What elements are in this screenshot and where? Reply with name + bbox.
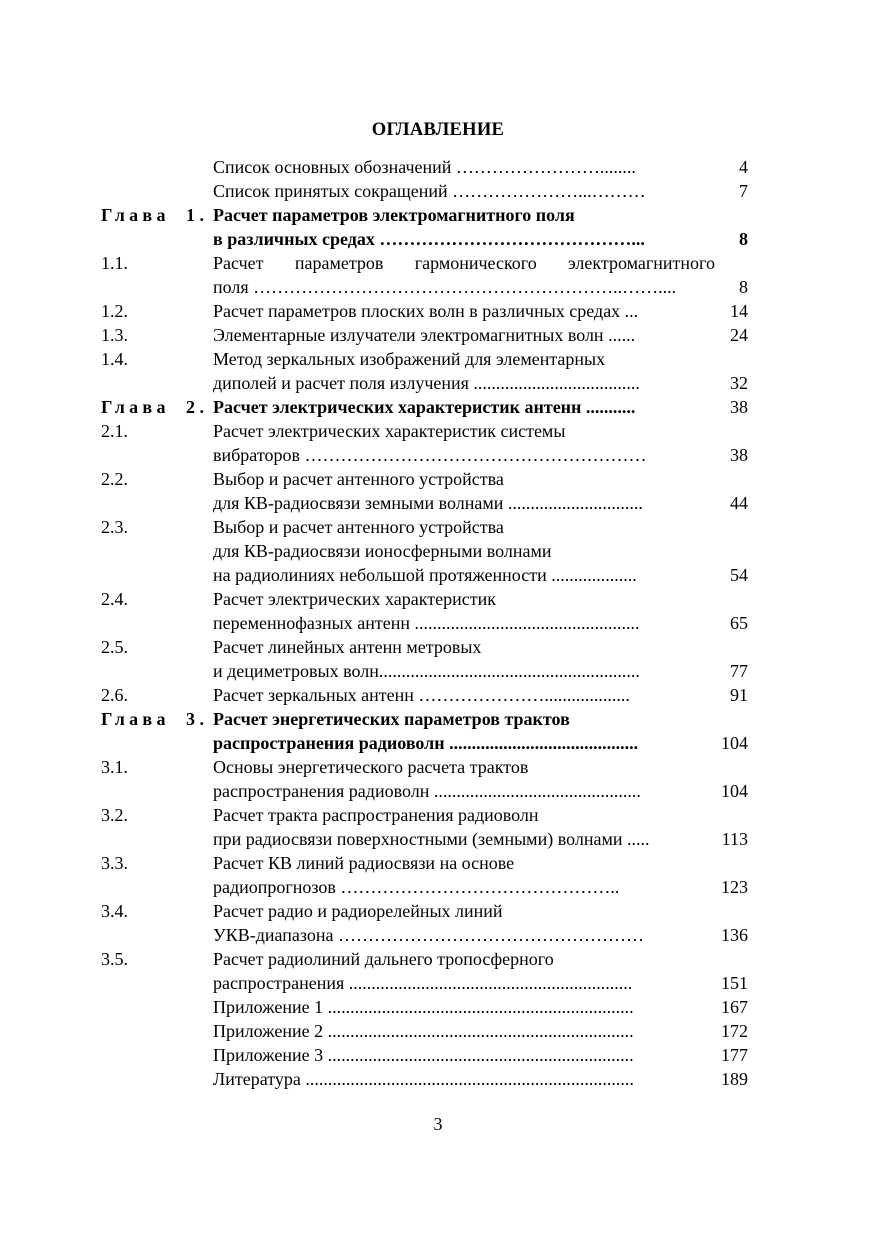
entry-page: 32: [730, 373, 748, 393]
toc-entry[interactable]: [0, 323, 876, 347]
entry-page: 177: [721, 1045, 748, 1065]
entry-text: распространения ...............................................................: [213, 973, 633, 993]
entry-number: 2.3.: [101, 517, 128, 537]
page-number: 3: [433, 1114, 443, 1134]
chapter-label: Глава: [101, 397, 170, 417]
entry-text: для КВ-радиосвязи земными волнами ..............................: [213, 493, 643, 513]
entry-page: 8: [739, 277, 748, 297]
toc-entry[interactable]: [0, 275, 876, 299]
entry-word: параметров: [294, 253, 384, 273]
entry-text-justified: [213, 251, 715, 275]
entry-number: 2.2.: [101, 469, 128, 489]
toc-entry[interactable]: [0, 779, 876, 803]
toc-chapter[interactable]: [0, 203, 876, 227]
entry-number: 1.3.: [101, 325, 128, 345]
entry-text: Метод зеркальных изображений для элементарных: [213, 349, 606, 369]
toc-entry[interactable]: [0, 371, 876, 395]
entry-text: Список основных обозначений ……………………........: [213, 157, 636, 177]
toc-entry[interactable]: [0, 803, 876, 827]
entry-word: Расчет: [213, 253, 264, 273]
chapter-number: 1 .: [186, 205, 204, 225]
entry-text: на радиолиниях небольшой протяженности ...................: [213, 565, 637, 585]
entry-text: Выбор и расчет антенного устройства: [213, 469, 504, 489]
toc-entry[interactable]: [0, 995, 876, 1019]
toc-entry[interactable]: [0, 443, 876, 467]
toc-chapter[interactable]: [0, 707, 876, 731]
entry-page: 38: [730, 445, 748, 465]
entry-page: 104: [721, 781, 748, 801]
toc-title: ОГЛАВЛЕНИЕ: [371, 120, 505, 140]
toc-entry[interactable]: [0, 179, 876, 203]
entry-page: 123: [721, 877, 748, 897]
toc-entry[interactable]: [0, 299, 876, 323]
entry-number: 1.1.: [101, 253, 128, 273]
toc-entry[interactable]: [0, 923, 876, 947]
toc-entry[interactable]: [0, 1067, 876, 1091]
entry-number: 3.3.: [101, 853, 128, 873]
toc-entry[interactable]: [0, 971, 876, 995]
toc-entry[interactable]: [0, 683, 876, 707]
toc-entry[interactable]: [0, 563, 876, 587]
entry-page: 104: [721, 733, 748, 753]
entry-text: Литература .........................................................................: [213, 1069, 634, 1089]
chapter-title: Расчет энергетических параметров трактов: [213, 709, 570, 729]
entry-text: радиопрогнозов ………………………………………..: [213, 877, 620, 897]
entry-text: распространения радиоволн ..............................................: [213, 781, 641, 801]
toc-entry[interactable]: [0, 659, 876, 683]
toc-entry[interactable]: [0, 491, 876, 515]
toc-chapter-cont[interactable]: [0, 731, 876, 755]
toc-entry[interactable]: [0, 851, 876, 875]
entry-number: 3.2.: [101, 805, 128, 825]
toc-entry[interactable]: [0, 635, 876, 659]
entry-text: переменнофазных антенн ..................................................: [213, 613, 640, 633]
toc-entry[interactable]: [0, 1043, 876, 1067]
entry-text: Расчет радио и радиорелейных линий: [213, 901, 503, 921]
toc-entry[interactable]: [0, 875, 876, 899]
entry-text: для КВ-радиосвязи ионосферными волнами: [213, 541, 552, 561]
toc-entry[interactable]: [0, 539, 876, 563]
entry-page: 44: [730, 493, 748, 513]
entry-page: 38: [730, 397, 748, 417]
toc-entry[interactable]: [0, 347, 876, 371]
entry-text: Расчет электрических характеристик: [213, 589, 496, 609]
entry-text: и дециметровых волн..........................................................: [213, 661, 640, 681]
entry-text: Приложение 1 ....................................................................: [213, 997, 634, 1017]
entry-page: 77: [730, 661, 748, 681]
toc-entry[interactable]: [0, 947, 876, 971]
toc-entry[interactable]: [0, 587, 876, 611]
entry-text: УКВ-диапазона ……………………………………………: [213, 925, 645, 945]
toc-entry[interactable]: [0, 611, 876, 635]
toc-chapter-cont[interactable]: [0, 227, 876, 251]
entry-page: 65: [730, 613, 748, 633]
toc-entry[interactable]: [0, 899, 876, 923]
entry-number: 2.4.: [101, 589, 128, 609]
chapter-title-cont: в различных средах ……………………………………...: [213, 229, 645, 249]
entry-page: 7: [739, 181, 748, 201]
entry-number: 3.5.: [101, 949, 128, 969]
entry-text: Расчет КВ линий радиосвязи на основе: [213, 853, 515, 873]
chapter-number: 3 .: [186, 709, 204, 729]
entry-page: 189: [721, 1069, 748, 1089]
toc-entry[interactable]: [0, 419, 876, 443]
entry-text: при радиосвязи поверхностными (земными) волнами .....: [213, 829, 650, 849]
entry-text: Приложение 3 ....................................................................: [213, 1045, 634, 1065]
entry-text: поля ……………………………………………………..……....: [213, 277, 677, 297]
toc-entry[interactable]: [0, 251, 876, 275]
entry-text: Расчет тракта распространения радиоволн: [213, 805, 539, 825]
entry-word: гармонического: [414, 253, 537, 273]
entry-number: 2.6.: [101, 685, 128, 705]
entry-page: 54: [730, 565, 748, 585]
chapter-label: Глава: [101, 205, 170, 225]
toc-entry[interactable]: [0, 155, 876, 179]
chapter-label: Глава: [101, 709, 170, 729]
chapter-title-cont: распространения радиоволн ..........................................: [213, 733, 639, 753]
entry-text: вибраторов …………………………………………………: [213, 445, 647, 465]
entry-page: 14: [730, 301, 748, 321]
toc-entry[interactable]: [0, 515, 876, 539]
chapter-title: Расчет параметров электромагнитного поля: [213, 205, 575, 225]
entry-page: 172: [721, 1021, 748, 1041]
entry-page: 113: [721, 829, 748, 849]
entry-page: 91: [730, 685, 748, 705]
toc-entry[interactable]: [0, 1019, 876, 1043]
entry-text: диполей и расчет поля излучения .....................................: [213, 373, 640, 393]
entry-page: 136: [721, 925, 748, 945]
entry-text: Расчет зеркальных антенн …………………...................: [213, 685, 630, 705]
entry-text: Расчет параметров плоских волн в различных средах ...: [213, 301, 639, 321]
chapter-number: 2 .: [186, 397, 204, 417]
entry-page: 167: [721, 997, 748, 1017]
entry-text: Список принятых сокращений …………………...………: [213, 181, 646, 201]
entry-text: Выбор и расчет антенного устройства: [213, 517, 504, 537]
entry-word: электромагнитного: [568, 253, 715, 273]
entry-page: 24: [730, 325, 748, 345]
entry-number: 2.1.: [101, 421, 128, 441]
toc-entry[interactable]: [0, 827, 876, 851]
entry-number: 3.1.: [101, 757, 128, 777]
entry-page: 4: [739, 157, 748, 177]
entry-page: 151: [721, 973, 748, 993]
entry-number: 1.2.: [101, 301, 128, 321]
entry-text: Основы энергетического расчета трактов: [213, 757, 529, 777]
entry-text: Расчет электрических характеристик системы: [213, 421, 566, 441]
entry-number: 1.4.: [101, 349, 128, 369]
chapter-title: Расчет электрических характеристик антенн ...........: [213, 397, 636, 417]
toc-entry[interactable]: [0, 467, 876, 491]
entry-text: Расчет радиолиний дальнего тропосферного: [213, 949, 554, 969]
entry-text: Элементарные излучатели электромагнитных волн ......: [213, 325, 636, 345]
entry-number: 3.4.: [101, 901, 128, 921]
entry-text: Расчет линейных антенн метровых: [213, 637, 482, 657]
toc-entry[interactable]: [0, 755, 876, 779]
entry-number: 2.5.: [101, 637, 128, 657]
toc-chapter[interactable]: [0, 395, 876, 419]
entry-page: 8: [739, 229, 748, 249]
entry-text: Приложение 2 ....................................................................: [213, 1021, 634, 1041]
